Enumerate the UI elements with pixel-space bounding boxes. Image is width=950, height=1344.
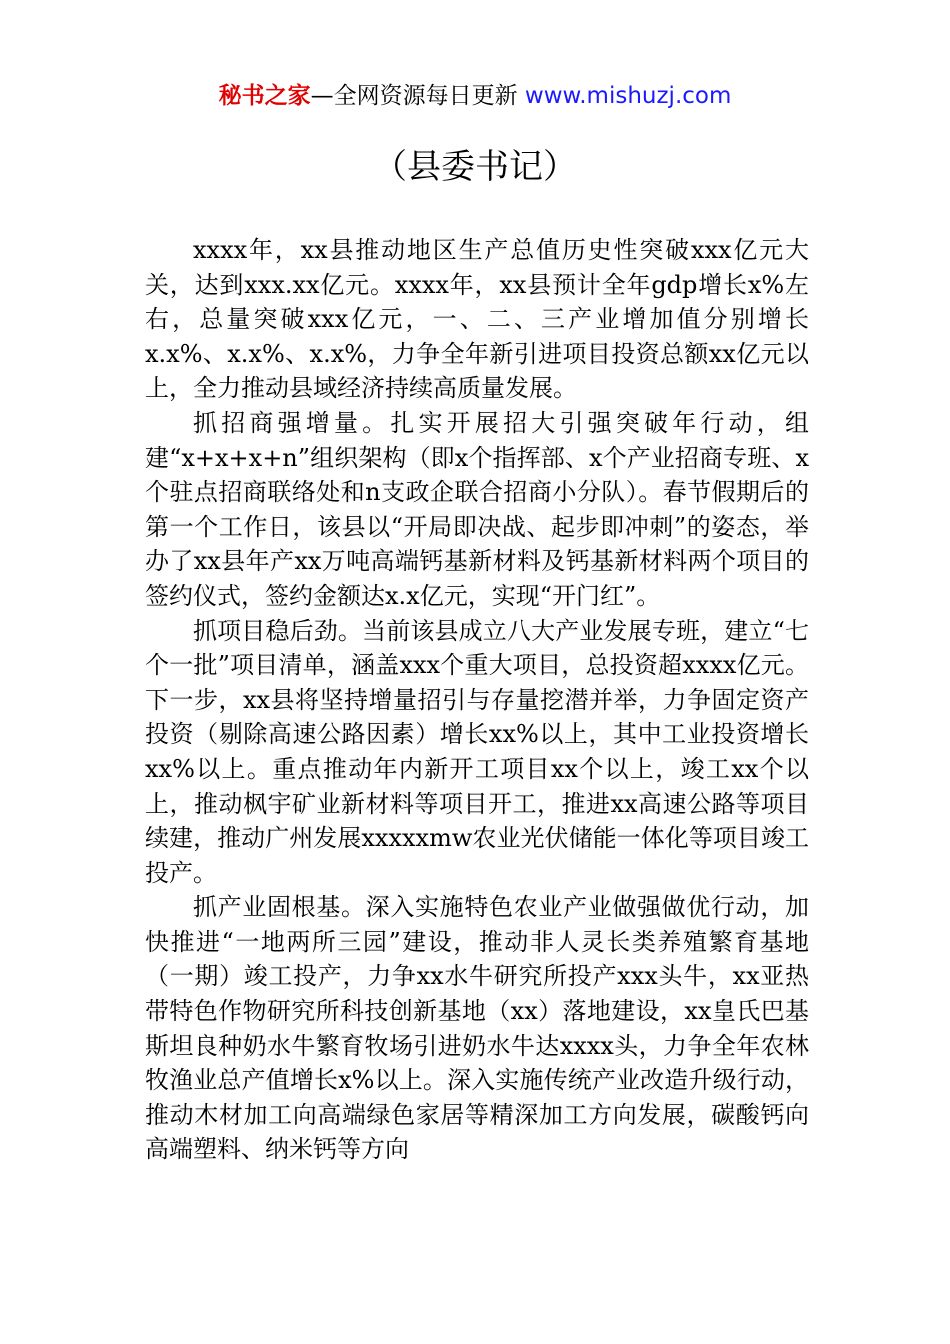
site-header bbox=[0, 80, 950, 112]
paragraph-projects: 抓项目稳后劲。当前该县成立八大产业发展专班，建立“七个一批”项目清单，涵盖xxx个重大项目，总投资超xxxx亿元。下一步，xx县将坚持增量招引与存量挖潜并举，力争固定资产投资（剔除高速公路因素）增长xx%以上，其中工业投资增长xx%以上。重点推动年内新开工项目xx个以上，竣工xx个以上，推动枫宇矿业新材料等项目开工，推进xx高速公路等项目续建，推动广州发展xxxxxmw农业光伏储能一体化等项目竣工投产。 bbox=[145, 616, 809, 887]
header-tagline: —全网资源每日更新 bbox=[310, 83, 525, 109]
site-url-link[interactable]: www.mishuzj.com bbox=[524, 83, 732, 109]
paragraph-industry: 抓产业固根基。深入实施特色农业产业做强做优行动，加快推进“一地两所三园”建设，推动非人灵长类养殖繁育基地（一期）竣工投产，力争xx水牛研究所投产xxx头牛，xx亚热带特色作物研究所科技创新基地（xx）落地建设，xx皇氏巴基斯坦良种奶水牛繁育牧场引进奶水牛达xxxx头，力争全年农林牧渔业总产值增长x%以上。深入实施传统产业改造升级行动，推动木材加工向高端绿色家居等精深加工方向发展，碳酸钙向高端塑料、纳米钙等方向 bbox=[145, 893, 809, 1164]
document-body bbox=[145, 233, 809, 1167]
document-title: （县委书记） bbox=[373, 147, 577, 187]
paragraph-investment: 抓招商强增量。扎实开展招大引强突破年行动，组建“x+x+x+n”组织架构（即x个指挥部、x个产业招商专班、x个驻点招商联络处和n支政企联合招商小分队）。春节假期后的第一个工作日，该县以“开局即决战、起步即冲刺”的姿态，举办了xx县年产xx万吨高端钙基新材料及钙基新材料两个项目的签约仪式，签约金额达x.x亿元，实现“开门红”。 bbox=[145, 408, 809, 610]
paragraph-intro: xxxx年，xx县推动地区生产总值历史性突破xxx亿元大关，达到xxx.xx亿元。xxxx年，xx县预计全年gdp增长x%左右，总量突破xxx亿元，一、二、三产业增加值分别增长x.x%、x.x%、x.x%，力争全年新引进项目投资总额xx亿元以上，全力推动县域经济持续高质量发展。 bbox=[145, 236, 809, 403]
brand-name: 秘书之家 bbox=[218, 83, 311, 109]
